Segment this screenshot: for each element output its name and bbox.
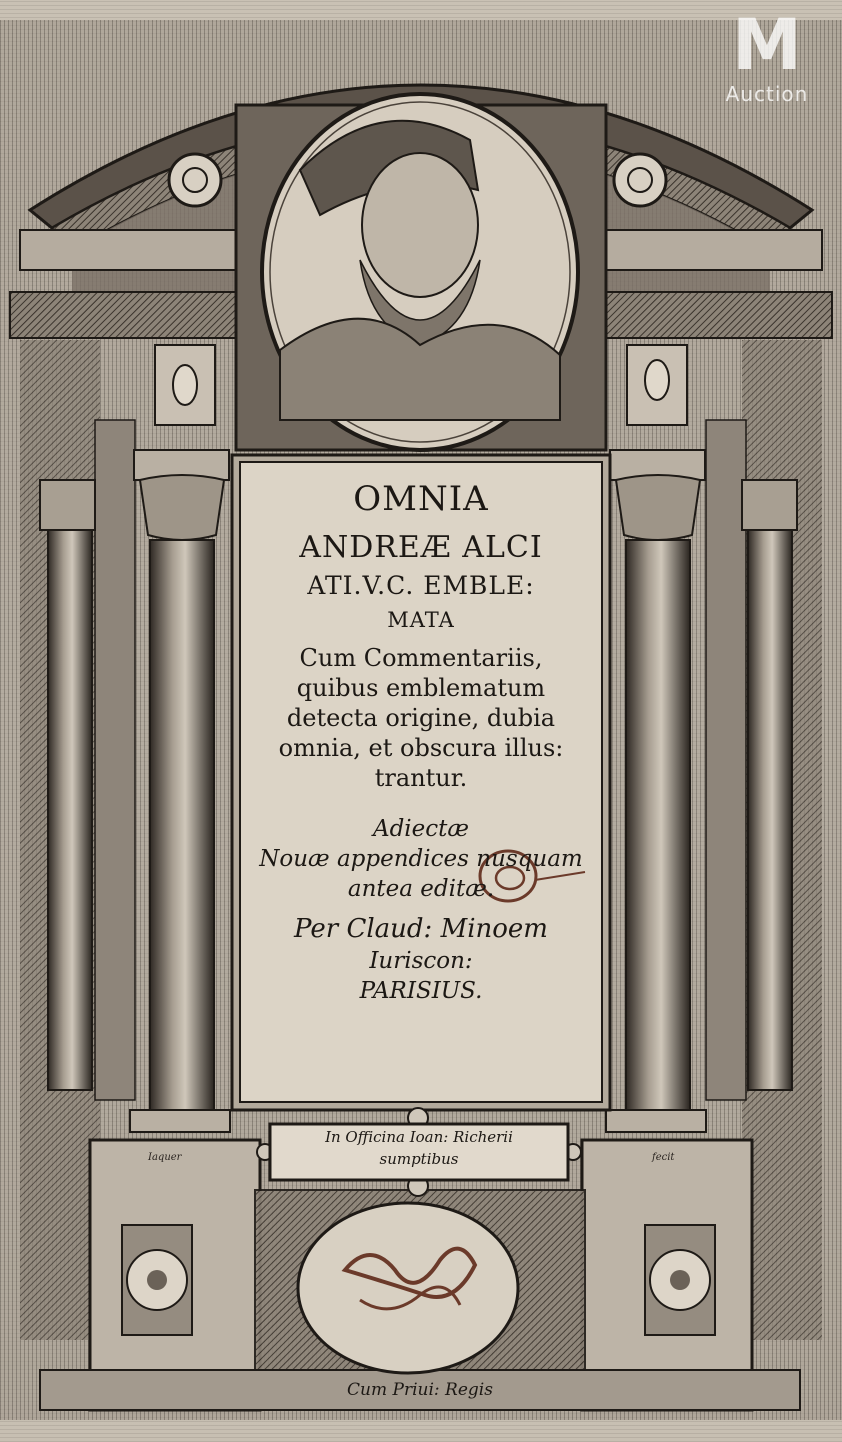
watermark-word: Auction: [725, 82, 809, 106]
subtitle-line-2: quibus emblematum: [296, 674, 546, 703]
title-line-3: ATI.V.C. EMBLE:: [307, 571, 535, 601]
auction-watermark: [712, 6, 822, 104]
title-line-2: ANDREÆ ALCI: [299, 529, 543, 565]
imprint-text: [274, 1126, 564, 1178]
subtitle-line-4: omnia, et obscura illus:: [278, 734, 564, 763]
imprint-line-2: sumptibus: [379, 1150, 459, 1168]
appendix-line-3: antea editæ.: [347, 876, 495, 903]
title-line-4: MATA: [387, 608, 455, 633]
subtitle-line-5: trantur.: [374, 764, 468, 793]
appendix-line-1: Adiectæ: [372, 816, 470, 843]
corinthian-column-outer-right: [742, 480, 797, 1090]
engraver-signature-right: fecit: [652, 1152, 675, 1163]
subtitle-line-1: Cum Commentariis,: [299, 644, 543, 673]
scroll-volute-left: [169, 154, 221, 206]
author-line-2: Iuriscon:: [369, 947, 473, 974]
scroll-volute-right: [614, 154, 666, 206]
title-line-1: OMNIA: [353, 479, 489, 519]
imprint-line-1: In Officina Ioan: Richerii: [325, 1128, 513, 1146]
royal-privilege: Cum Priui: Regis: [347, 1380, 493, 1400]
watermark-letter: M: [732, 4, 802, 86]
appendix-line-2: Nouæ appendices nusquam: [259, 846, 583, 873]
title-panel: [240, 462, 602, 1102]
corinthian-column-outer-left: [40, 480, 95, 1090]
portrait-medallion-icon: [236, 94, 606, 450]
author-line-1: Per Claud: Minoem: [294, 914, 548, 945]
engraver-signature-left: Iaquer: [148, 1152, 182, 1163]
ownership-stamp-icon: [298, 1203, 518, 1373]
subtitle-line-3: detecta origine, dubia: [286, 704, 556, 733]
author-line-3: PARISIUS.: [359, 977, 483, 1004]
